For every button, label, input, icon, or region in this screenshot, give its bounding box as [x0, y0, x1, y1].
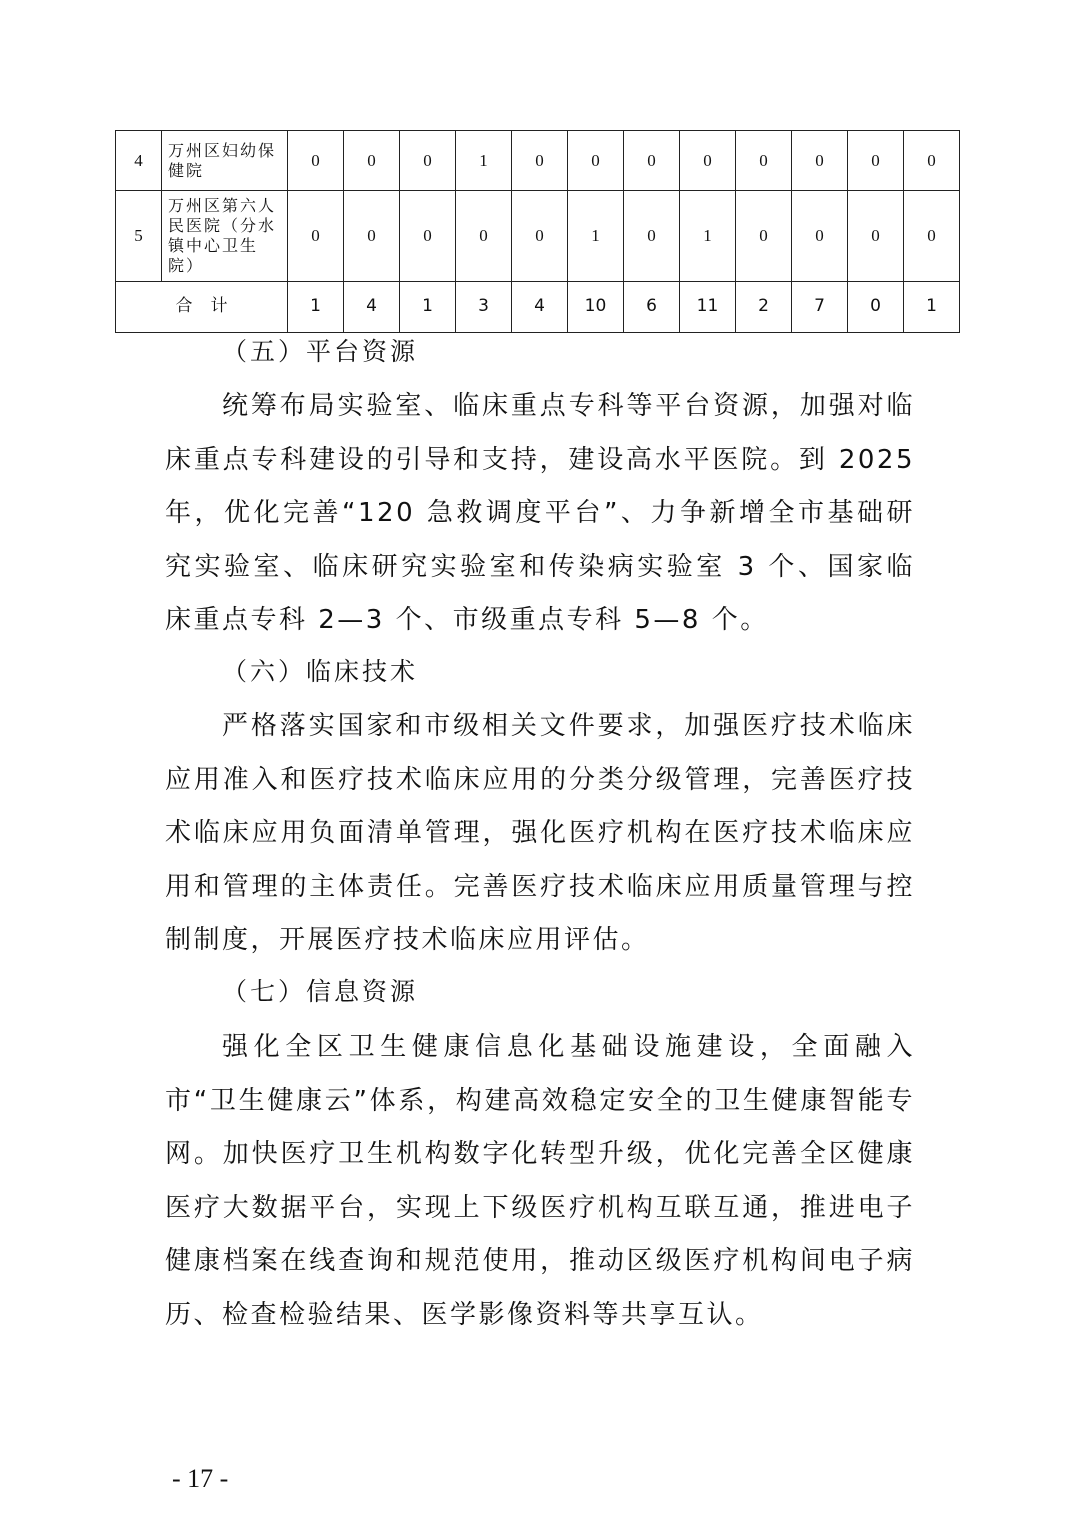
value-cell: 0 [400, 191, 456, 282]
total-cell: 4 [344, 282, 400, 333]
total-cell: 0 [848, 282, 904, 333]
value-cell: 0 [736, 191, 792, 282]
table-total-row [116, 282, 960, 333]
value-cell: 0 [568, 131, 624, 191]
value-cell: 0 [288, 191, 344, 282]
value-cell: 0 [512, 131, 568, 191]
section-heading-clinical: （六）临床技术 [222, 657, 419, 686]
section-paragraph-information: 强化全区卫生健康信息化基础设施建设，全面融入市“卫生健康云”体系，构建高效稳定安全的卫生健康智能专网。加快医疗卫生机构数字化转型升级，优化完善全区健康医疗大数据平台，实现上下级医疗机构互联互通，推进电子健康档案在线查询和规范使用，推动区级医疗机构间电子病历、检查检验结果、医学影像资料等共享互认。 [165, 1032, 915, 1330]
institution-name: 万州区妇幼保健院 [162, 131, 288, 191]
total-label: 合计 [116, 282, 288, 333]
value-cell: 0 [736, 131, 792, 191]
table-row [116, 191, 960, 282]
section-paragraph-clinical: 严格落实国家和市级相关文件要求，加强医疗技术临床应用准入和医疗技术临床应用的分类分级管理，完善医疗技术临床应用负面清单管理，强化医疗机构在医疗技术临床应用和管理的主体责任。完善医疗技术临床应用质量管理与控制制度，开展医疗技术临床应用评估。 [165, 711, 915, 955]
value-cell: 0 [456, 191, 512, 282]
total-cell: 10 [568, 282, 624, 333]
value-cell: 1 [680, 191, 736, 282]
value-cell: 0 [288, 131, 344, 191]
value-cell: 0 [512, 191, 568, 282]
total-cell: 1 [288, 282, 344, 333]
value-cell: 0 [848, 191, 904, 282]
value-cell: 0 [904, 131, 960, 191]
total-cell: 11 [680, 282, 736, 333]
value-cell: 1 [568, 191, 624, 282]
value-cell: 0 [344, 191, 400, 282]
value-cell: 0 [792, 131, 848, 191]
value-cell: 0 [680, 131, 736, 191]
institution-name: 万州区第六人民医院（分水镇中心卫生院） [162, 191, 288, 282]
row-number: 5 [116, 191, 162, 282]
total-cell: 1 [400, 282, 456, 333]
value-cell: 0 [848, 131, 904, 191]
value-cell: 1 [456, 131, 512, 191]
total-cell: 7 [792, 282, 848, 333]
total-cell: 4 [512, 282, 568, 333]
value-cell: 0 [344, 131, 400, 191]
value-cell: 0 [624, 191, 680, 282]
value-cell: 0 [400, 131, 456, 191]
value-cell: 0 [792, 191, 848, 282]
row-number: 4 [116, 131, 162, 191]
total-cell: 1 [904, 282, 960, 333]
section-paragraph-platform: 统筹布局实验室、临床重点专科等平台资源，加强对临床重点专科建设的引导和支持，建设高水平医院。到 2025 年，优化完善“120 急救调度平台”、力争新增全市基础研究实验室、临床研究实验室和传染病实验室 3 个、国家临床重点专科 2—3 个、市级重点专科 5—8 个。 [165, 391, 915, 635]
statistics-table [115, 130, 960, 333]
section-heading-platform: （五）平台资源 [222, 337, 419, 366]
total-cell: 3 [456, 282, 512, 333]
section-heading-information: （七）信息资源 [222, 977, 419, 1006]
value-cell: 0 [904, 191, 960, 282]
table-row [116, 131, 960, 191]
value-cell: 0 [624, 131, 680, 191]
total-cell: 6 [624, 282, 680, 333]
total-cell: 2 [736, 282, 792, 333]
page-number: - 17 - [172, 1464, 229, 1493]
